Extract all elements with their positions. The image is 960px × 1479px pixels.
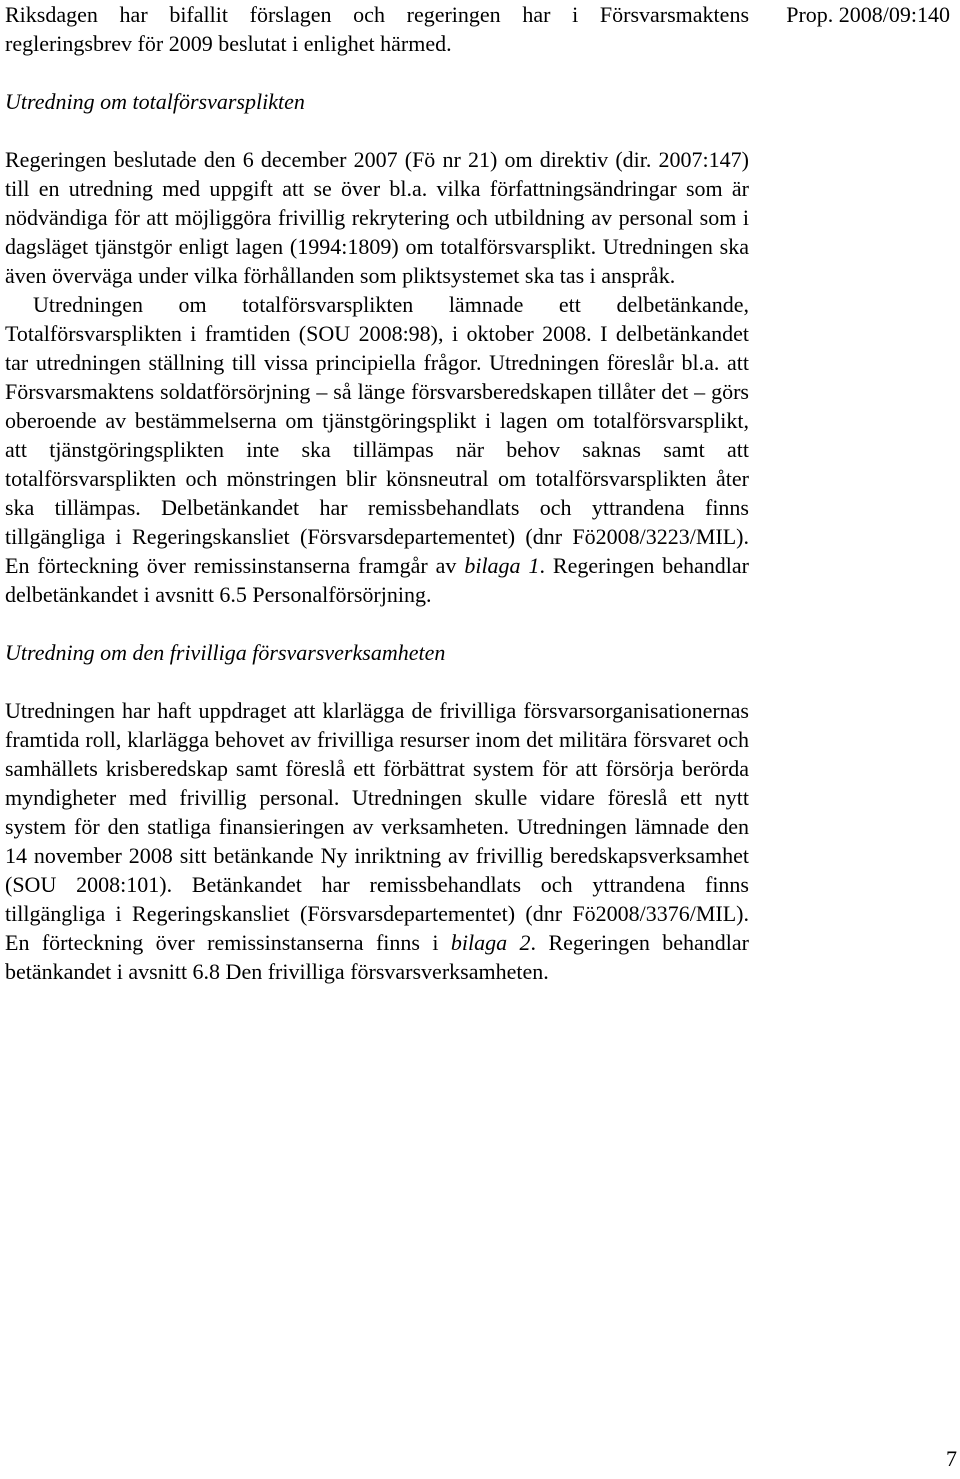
section1-paragraph-1: Regeringen beslutade den 6 december 2007 (Fö nr 21) om direktiv (dir. 2007:147) till en utredning med uppgift att se över bl.a. vilka författningsändringar som är nödvändiga för att möjliggöra frivillig rekrytering och utbildning av personal som i dagsläget tjänstgör enligt lagen (1994:1809) om totalförsvarsplikt. Utredningen ska även överväga under vilka förhållanden som pliktsystemet ska tas i anspråk. <box>5 147 749 288</box>
section-heading-totalforsvarsplikten: Utredning om totalförsvarsplikten <box>5 89 305 114</box>
section2-paragraph-1-text-a: Utredningen har haft uppdraget att klarlägga de frivilliga försvarsorganisationernas framtida roll, klarlägga behovet av frivilliga resurser inom det militära försvaret och samhällets krisberedskap samt föreslå ett förbättrat system för att försörja berörda myndigheter med frivillig personal. Utredningen skulle vidare föreslå ett nytt system för den statliga finansieringen av verksamheten. Utredningen lämnade den 14 november 2008 sitt betänkande Ny inriktning av frivillig beredskapsverksamhet (SOU 2008:101). Betänkandet har remissbehandlats och yttrandena finns tillgängliga i Regeringskansliet (Försvarsdepartementet) (dnr Fö2008/3376/MIL). En förteckning över remissinstanserna finns i <box>5 698 749 955</box>
section-heading-frivilliga-forsvarsverksamheten: Utredning om den frivilliga försvarsverksamheten <box>5 640 446 665</box>
intro-paragraph: Riksdagen har bifallit förslagen och regeringen har i Försvarsmaktens regleringsbrev för 2009 beslutat i enlighet härmed. <box>5 2 749 56</box>
section2-paragraph-1-text-b: . Regeringen behandlar betänkandet i avsnitt 6.8 Den frivilliga försvarsverksamheten. <box>5 930 749 984</box>
page-number: 7 <box>946 1446 957 1471</box>
main-text <box>5 0 749 986</box>
section2-paragraph-1 <box>5 696 749 986</box>
bilaga-1-reference: bilaga 1 <box>464 553 540 578</box>
section1-paragraph-2-text-a: Utredningen om totalförsvarsplikten lämnade ett delbetänkande, Totalförsvarsplikten i framtiden (SOU 2008:98), i oktober 2008. I delbetänkandet tar utredningen ställning till vissa principiella frågor. Utredningen föreslår bl.a. att Försvarsmaktens soldatförsörjning – så länge försvarsberedskapen tillåter det – görs oberoende av bestämmelserna om tjänstgöringsplikt i lagen om totalförsvarsplikt, att tjänstgöringsplikten inte ska tillämpas när behov saknas samt att totalförsvarsplikten och mönstringen blir könsneutral om totalförsvarsplikten åter ska tillämpas. Delbetänkandet har remissbehandlats och yttrandena finns tillgängliga i Regeringskansliet (Försvarsdepartementet) (dnr Fö2008/3223/MIL). En förteckning över remissinstanserna framgår av <box>5 292 749 578</box>
section1-paragraph-2-text-b: . Regeringen behandlar delbetänkandet i avsnitt 6.5 Personalförsörjning. <box>5 553 750 607</box>
proposition-number: Prop. 2008/09:140 <box>786 2 950 27</box>
bilaga-2-reference: bilaga 2 <box>450 930 531 955</box>
section1-paragraph-2 <box>5 290 749 609</box>
